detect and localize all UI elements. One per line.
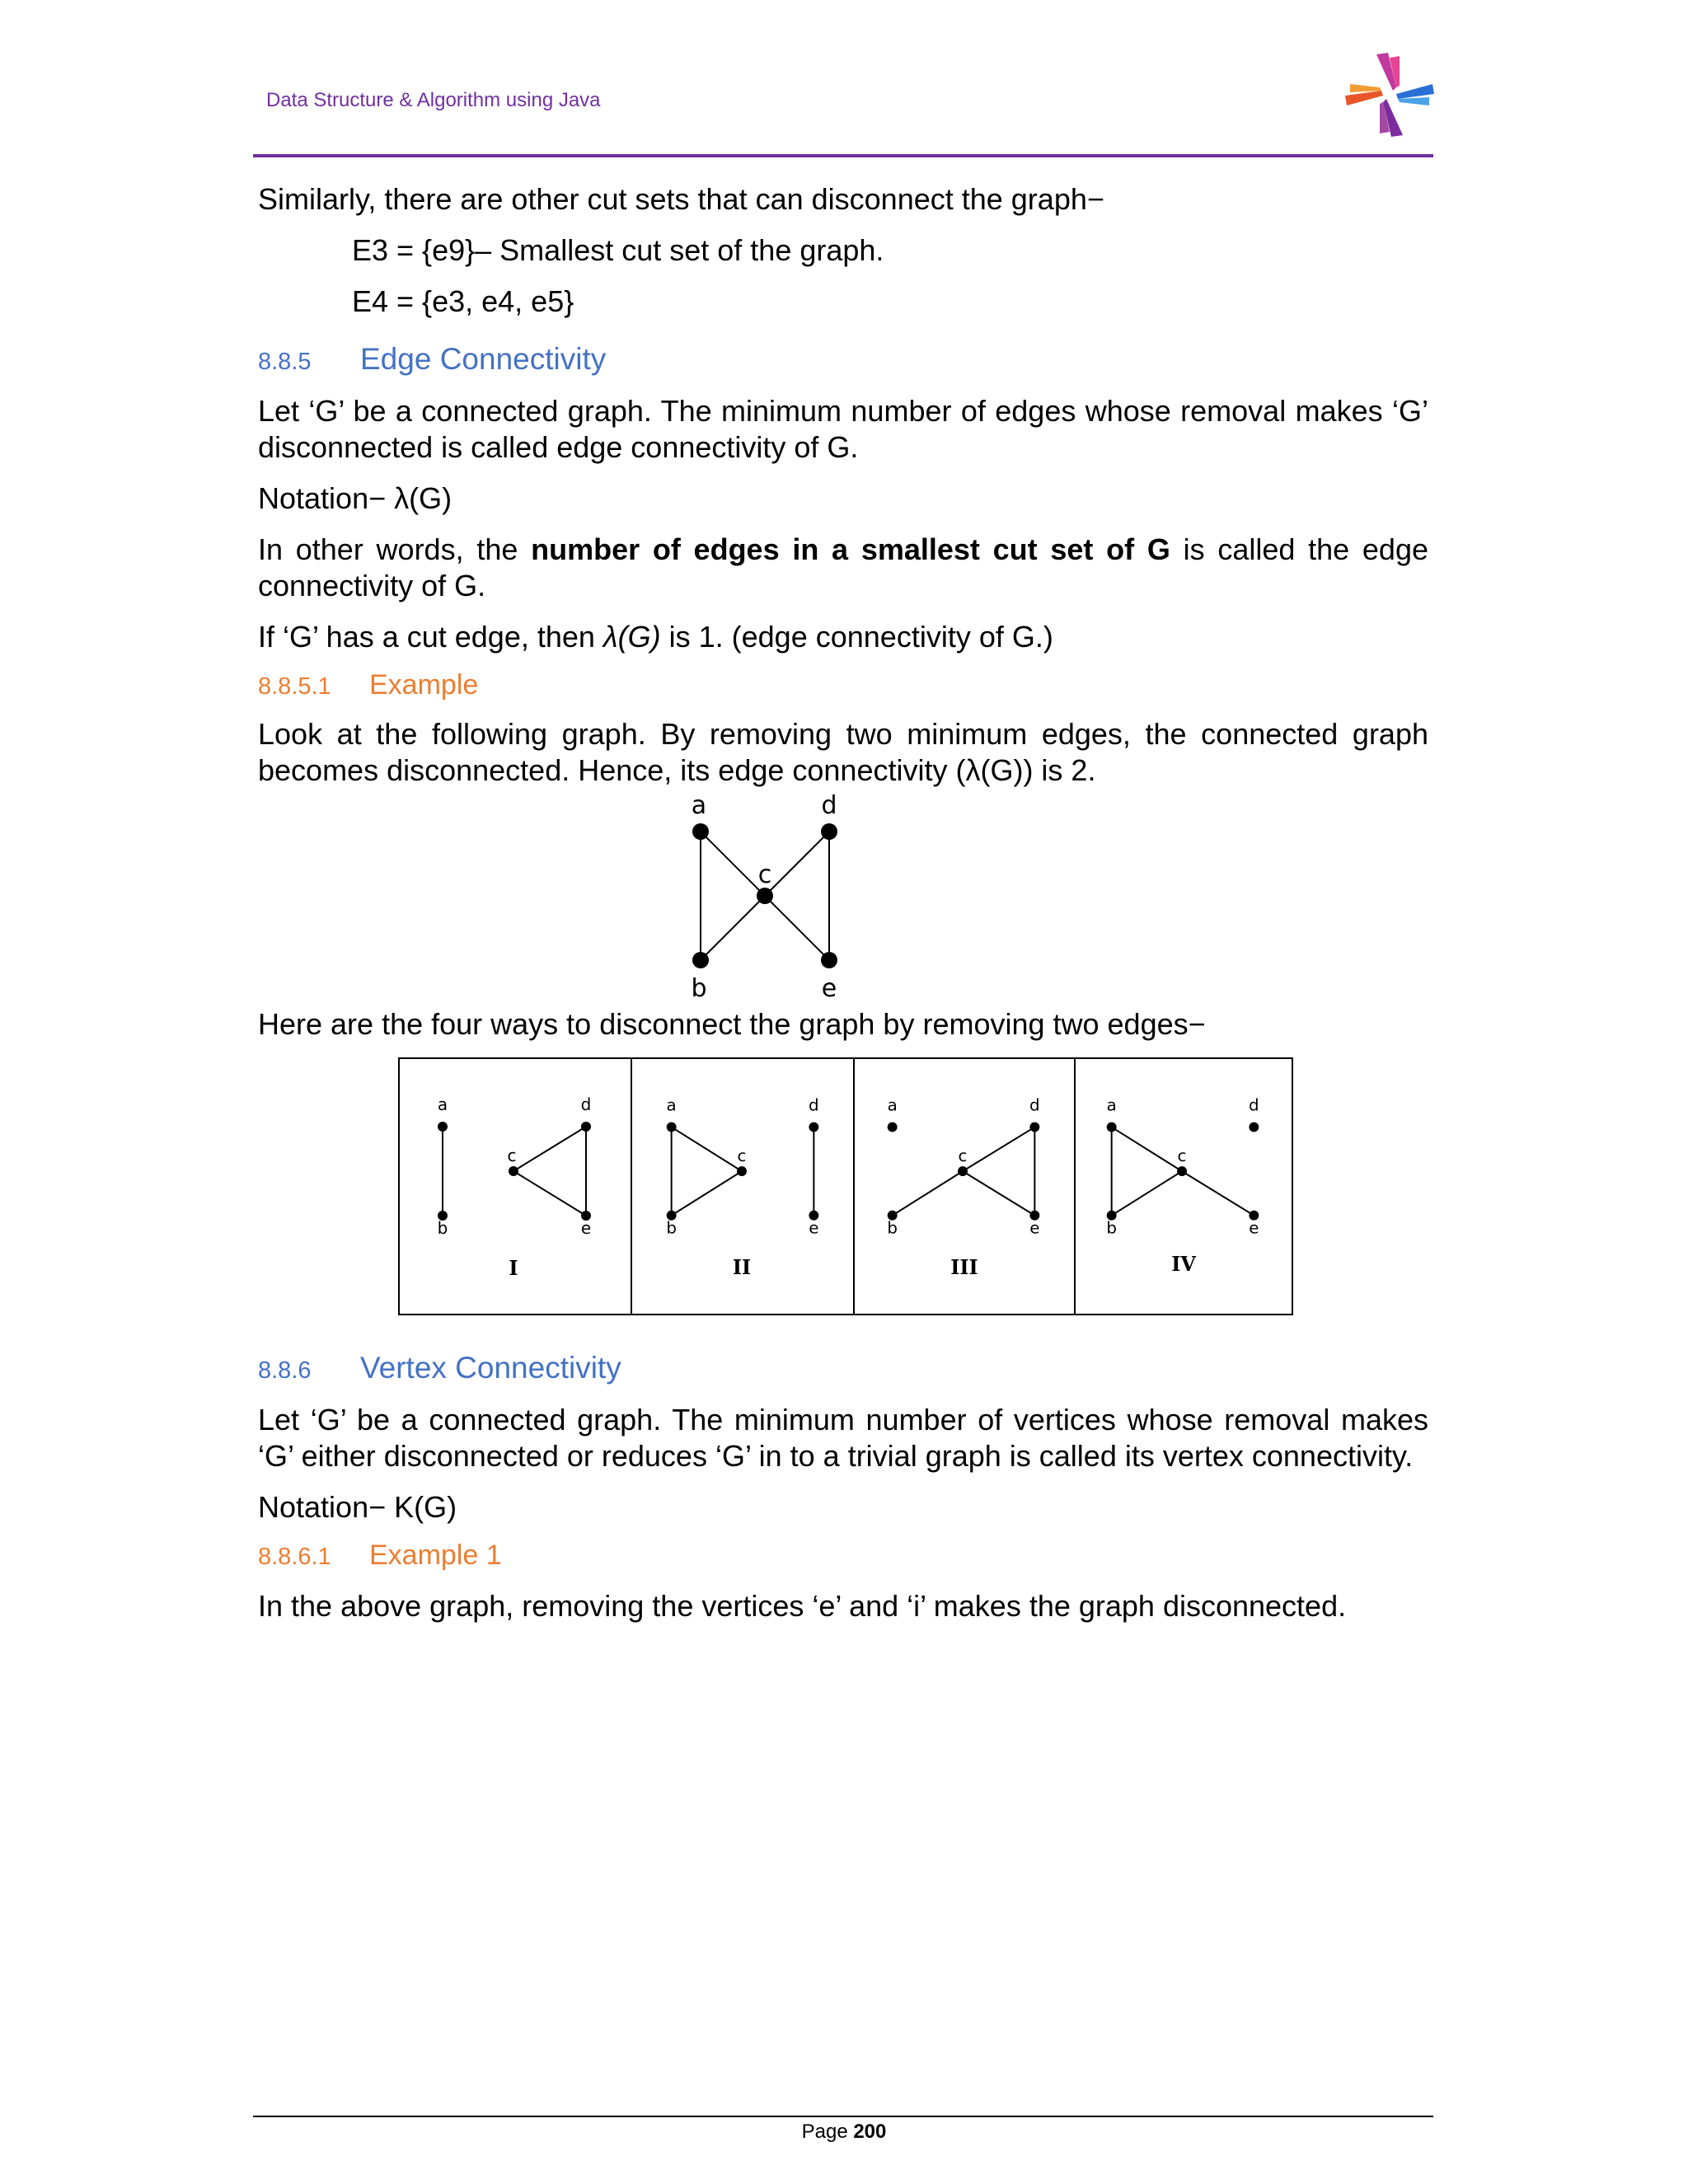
label-e: e bbox=[821, 974, 837, 1000]
svg-text:a: a bbox=[1106, 1095, 1117, 1115]
heading-title: Edge Connectivity bbox=[360, 342, 607, 376]
vertex-definition: Let ‘G’ be a connected graph. The minimum number of vertices whose removal makes ‘G’ either disconnected or reduces ‘G’ in to a trivial graph is called its vertex connectivity. bbox=[258, 1403, 1428, 1473]
heading-number: 8.8.6 bbox=[258, 1357, 312, 1384]
svg-text:e: e bbox=[809, 1218, 819, 1238]
heading-title: Example 1 bbox=[369, 1540, 502, 1571]
edge-other-words: In other words, the number of edges in a smallest cut set of G is called the edge connectivity of G. bbox=[258, 532, 1428, 602]
edge-notation: Notation− λ(G) bbox=[258, 481, 452, 515]
header-title: Data Structure & Algorithm using Java bbox=[266, 89, 601, 111]
svg-text:a: a bbox=[437, 1094, 448, 1114]
footer-rule bbox=[253, 2116, 1433, 2117]
four-ways-text: Here are the four ways to disconnect the graph by removing two edges− bbox=[258, 1007, 1206, 1041]
svg-text:e: e bbox=[1029, 1218, 1040, 1238]
example-graph bbox=[659, 790, 923, 1000]
heading-number: 8.8.5 bbox=[258, 349, 312, 375]
cut-set-e3: E3 = {e9}– Smallest cut set of the graph. bbox=[352, 233, 884, 267]
cut-set-e4: E4 = {e3, e4, e5} bbox=[352, 284, 574, 318]
heading-example bbox=[258, 667, 1428, 705]
edge-ac bbox=[701, 832, 765, 896]
vertex-a bbox=[692, 823, 709, 840]
svg-text:d: d bbox=[1249, 1095, 1259, 1115]
edge-definition: Let ‘G’ be a connected graph. The minimum number of edges whose removal makes ‘G’ disconnected is called edge connectivity of G. bbox=[258, 394, 1428, 464]
svg-text:c: c bbox=[1177, 1146, 1187, 1166]
heading-title: Example bbox=[369, 669, 479, 701]
edge-cut-edge: If ‘G’ has a cut edge, then λ(G) is 1. (edge connectivity of G.) bbox=[258, 620, 1053, 654]
header-rule bbox=[253, 154, 1433, 157]
edge-ce bbox=[765, 896, 829, 960]
svg-text:b: b bbox=[887, 1218, 898, 1238]
panel-label: IV bbox=[1171, 1253, 1196, 1277]
page-content bbox=[258, 181, 1428, 1624]
label-c: c bbox=[757, 860, 772, 889]
panel-i bbox=[400, 1059, 631, 1314]
svg-text:c: c bbox=[507, 1146, 517, 1165]
heading-title: Vertex Connectivity bbox=[360, 1351, 621, 1385]
vertex-notation: Notation− K(G) bbox=[258, 1490, 457, 1524]
svg-text:d: d bbox=[580, 1094, 592, 1114]
svg-text:c: c bbox=[737, 1146, 747, 1166]
page-number: 200 bbox=[853, 2121, 887, 2143]
heading-edge-connectivity bbox=[258, 341, 1428, 380]
heading-example-1 bbox=[258, 1537, 1428, 1575]
label-a: a bbox=[691, 791, 707, 820]
svg-text:b: b bbox=[666, 1218, 677, 1238]
label-b: b bbox=[691, 974, 707, 1000]
vertex-e bbox=[821, 952, 837, 968]
heading-vertex-connectivity bbox=[258, 1350, 1428, 1389]
panel-iii bbox=[853, 1059, 1074, 1314]
vertex-b bbox=[692, 952, 709, 968]
svg-text:a: a bbox=[666, 1095, 677, 1115]
svg-text:e: e bbox=[580, 1218, 592, 1238]
example-1-text: In the above graph, removing the vertices ‘e’ and ‘i’ makes the graph disconnected. bbox=[258, 1589, 1347, 1623]
page-footer: Page 200 bbox=[801, 2121, 887, 2143]
panel-label: III bbox=[950, 1256, 978, 1280]
panel-label: II bbox=[732, 1256, 752, 1280]
panel-ii bbox=[631, 1059, 853, 1314]
edge-bc bbox=[701, 896, 765, 960]
vertex-c bbox=[757, 888, 773, 904]
heading-number: 8.8.6.1 bbox=[258, 1544, 331, 1570]
svg-text:b: b bbox=[1106, 1218, 1117, 1238]
panel-label: I bbox=[509, 1256, 518, 1280]
label-d: d bbox=[821, 791, 837, 820]
svg-text:e: e bbox=[1249, 1218, 1259, 1238]
heading-number: 8.8.5.1 bbox=[258, 673, 331, 700]
svg-text:b: b bbox=[437, 1218, 448, 1238]
vertex-d bbox=[821, 823, 837, 840]
svg-text:d: d bbox=[809, 1095, 819, 1115]
disconnect-figure bbox=[398, 1057, 1293, 1315]
intro-text: Similarly, there are other cut sets that can disconnect the graph− bbox=[258, 182, 1104, 216]
publisher-logo bbox=[1343, 51, 1436, 138]
example-text: Look at the following graph. By removing two minimum edges, the connected graph becomes disconnected. Hence, its edge connectivity (λ(G)) is 2. bbox=[258, 717, 1428, 787]
svg-text:d: d bbox=[1029, 1095, 1040, 1115]
svg-text:a: a bbox=[887, 1095, 898, 1115]
panel-iv bbox=[1074, 1059, 1292, 1314]
edge-cd bbox=[765, 832, 829, 896]
svg-text:c: c bbox=[958, 1146, 968, 1166]
